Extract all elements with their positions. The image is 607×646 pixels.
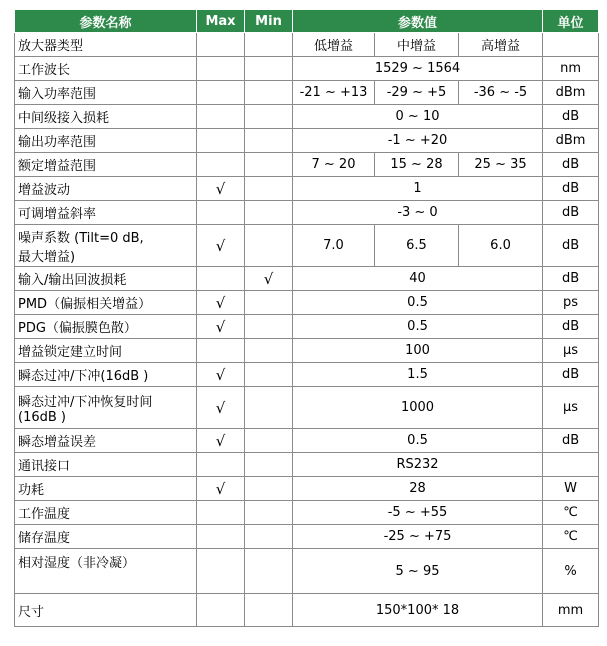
param-name: 尺寸 [15, 594, 197, 627]
table-row [15, 594, 599, 627]
param-name: 通讯接口 [15, 453, 197, 477]
value-cell: 1.5 [293, 363, 543, 387]
min-cell [245, 105, 293, 129]
value-cell: 0.5 [293, 429, 543, 453]
value-high: 25 ~ 35 [459, 153, 543, 177]
table-row [15, 57, 599, 81]
unit-cell [543, 453, 599, 477]
param-name: 增益波动 [15, 177, 197, 201]
value-cell: -5 ~ +55 [293, 501, 543, 525]
max-cell: √ [197, 225, 245, 267]
value-cell: -25 ~ +75 [293, 525, 543, 549]
value-cell: 1 [293, 177, 543, 201]
unit-cell: dB [543, 177, 599, 201]
max-cell [197, 201, 245, 225]
table-row [15, 501, 599, 525]
max-cell: √ [197, 363, 245, 387]
header-value: 参数值 [293, 10, 543, 33]
min-cell [245, 363, 293, 387]
table-row [15, 201, 599, 225]
min-cell [245, 225, 293, 267]
spec-table-container [14, 9, 599, 627]
header-unit: 单位 [543, 10, 599, 33]
unit-cell: W [543, 477, 599, 501]
unit-cell: dB [543, 363, 599, 387]
max-cell [197, 267, 245, 291]
max-cell [197, 339, 245, 363]
value-high: 高增益 [459, 33, 543, 57]
param-name: 相对湿度（非冷凝） [15, 549, 197, 594]
max-cell [197, 153, 245, 177]
param-name: 工作波长 [15, 57, 197, 81]
value-cell: RS232 [293, 453, 543, 477]
unit-cell: dB [543, 267, 599, 291]
min-cell [245, 594, 293, 627]
param-name: 瞬态过冲/下冲(16dB ) [15, 363, 197, 387]
unit-cell: ℃ [543, 525, 599, 549]
min-cell [245, 315, 293, 339]
table-row [15, 225, 599, 267]
table-row [15, 387, 599, 429]
param-name: PDG（偏振膜色散） [15, 315, 197, 339]
spec-table [14, 9, 599, 627]
value-high: -36 ~ -5 [459, 81, 543, 105]
min-cell [245, 453, 293, 477]
value-cell: 28 [293, 477, 543, 501]
value-cell: 1529 ~ 1564 [293, 57, 543, 81]
min-cell [245, 477, 293, 501]
max-cell [197, 549, 245, 594]
unit-cell: dB [543, 429, 599, 453]
max-cell [197, 105, 245, 129]
max-cell [197, 81, 245, 105]
value-cell: 5 ~ 95 [293, 549, 543, 594]
min-cell [245, 177, 293, 201]
max-cell: √ [197, 315, 245, 339]
param-name: 中间级接入损耗 [15, 105, 197, 129]
table-row [15, 81, 599, 105]
unit-cell: dB [543, 225, 599, 267]
unit-cell: dBm [543, 81, 599, 105]
value-cell: 100 [293, 339, 543, 363]
min-cell [245, 387, 293, 429]
value-cell: 40 [293, 267, 543, 291]
min-cell [245, 33, 293, 57]
value-mid: 15 ~ 28 [375, 153, 459, 177]
table-row [15, 525, 599, 549]
max-cell: √ [197, 177, 245, 201]
unit-cell: ℃ [543, 501, 599, 525]
table-row [15, 129, 599, 153]
min-cell [245, 429, 293, 453]
unit-cell [543, 33, 599, 57]
table-row [15, 429, 599, 453]
max-cell [197, 129, 245, 153]
table-row [15, 315, 599, 339]
value-cell: 0.5 [293, 315, 543, 339]
max-cell: √ [197, 477, 245, 501]
min-cell [245, 153, 293, 177]
max-cell [197, 57, 245, 81]
table-row [15, 105, 599, 129]
table-row [15, 153, 599, 177]
min-cell [245, 549, 293, 594]
max-cell: √ [197, 387, 245, 429]
value-mid: 中增益 [375, 33, 459, 57]
min-cell [245, 201, 293, 225]
param-name-line1: 噪声系数 (Tilt=0 dB, [18, 230, 144, 246]
min-cell [245, 129, 293, 153]
table-row [15, 177, 599, 201]
value-low: 7 ~ 20 [293, 153, 375, 177]
unit-cell: ps [543, 291, 599, 315]
param-name: 放大器类型 [15, 33, 197, 57]
value-mid: 6.5 [375, 225, 459, 267]
param-name [15, 387, 197, 429]
table-row [15, 453, 599, 477]
value-cell: 0 ~ 10 [293, 105, 543, 129]
param-name: 工作温度 [15, 501, 197, 525]
param-name-line2: 最大增益) [18, 249, 76, 265]
max-cell [197, 525, 245, 549]
param-name: 输入功率范围 [15, 81, 197, 105]
min-cell [245, 339, 293, 363]
unit-cell: dB [543, 105, 599, 129]
value-low: 7.0 [293, 225, 375, 267]
unit-cell: dBm [543, 129, 599, 153]
min-cell [245, 57, 293, 81]
table-row [15, 477, 599, 501]
param-name: 功耗 [15, 477, 197, 501]
min-cell [245, 81, 293, 105]
header-min: Min [245, 10, 293, 33]
param-name: 瞬态增益误差 [15, 429, 197, 453]
max-cell [197, 33, 245, 57]
header-max: Max [197, 10, 245, 33]
table-row [15, 549, 599, 594]
param-name-line1: 瞬态过冲/下冲恢复时间 [18, 394, 153, 410]
table-row [15, 267, 599, 291]
param-name: 可调增益斜率 [15, 201, 197, 225]
value-cell: 1000 [293, 387, 543, 429]
param-name: 储存温度 [15, 525, 197, 549]
unit-cell: dB [543, 201, 599, 225]
table-header-row [15, 10, 599, 33]
max-cell: √ [197, 291, 245, 315]
param-name: PMD（偏振相关增益） [15, 291, 197, 315]
min-cell [245, 525, 293, 549]
min-cell: √ [245, 267, 293, 291]
param-name: 额定增益范围 [15, 153, 197, 177]
unit-cell: mm [543, 594, 599, 627]
param-name-line2: (16dB ) [18, 409, 66, 425]
param-name: 输入/输出回波损耗 [15, 267, 197, 291]
value-cell: -1 ~ +20 [293, 129, 543, 153]
min-cell [245, 291, 293, 315]
param-name: 增益锁定建立时间 [15, 339, 197, 363]
unit-cell: μs [543, 387, 599, 429]
max-cell [197, 594, 245, 627]
max-cell: √ [197, 429, 245, 453]
value-cell: 150*100* 18 [293, 594, 543, 627]
max-cell [197, 453, 245, 477]
unit-cell: nm [543, 57, 599, 81]
unit-cell: μs [543, 339, 599, 363]
value-cell: 0.5 [293, 291, 543, 315]
table-row [15, 363, 599, 387]
max-cell [197, 501, 245, 525]
min-cell [245, 501, 293, 525]
unit-cell: % [543, 549, 599, 594]
value-high: 6.0 [459, 225, 543, 267]
unit-cell: dB [543, 153, 599, 177]
value-low: 低增益 [293, 33, 375, 57]
header-param: 参数名称 [15, 10, 197, 33]
table-row [15, 339, 599, 363]
value-low: -21 ~ +13 [293, 81, 375, 105]
value-mid: -29 ~ +5 [375, 81, 459, 105]
param-name [15, 225, 197, 267]
param-name: 输出功率范围 [15, 129, 197, 153]
table-row [15, 33, 599, 57]
table-row [15, 291, 599, 315]
unit-cell: dB [543, 315, 599, 339]
value-cell: -3 ~ 0 [293, 201, 543, 225]
